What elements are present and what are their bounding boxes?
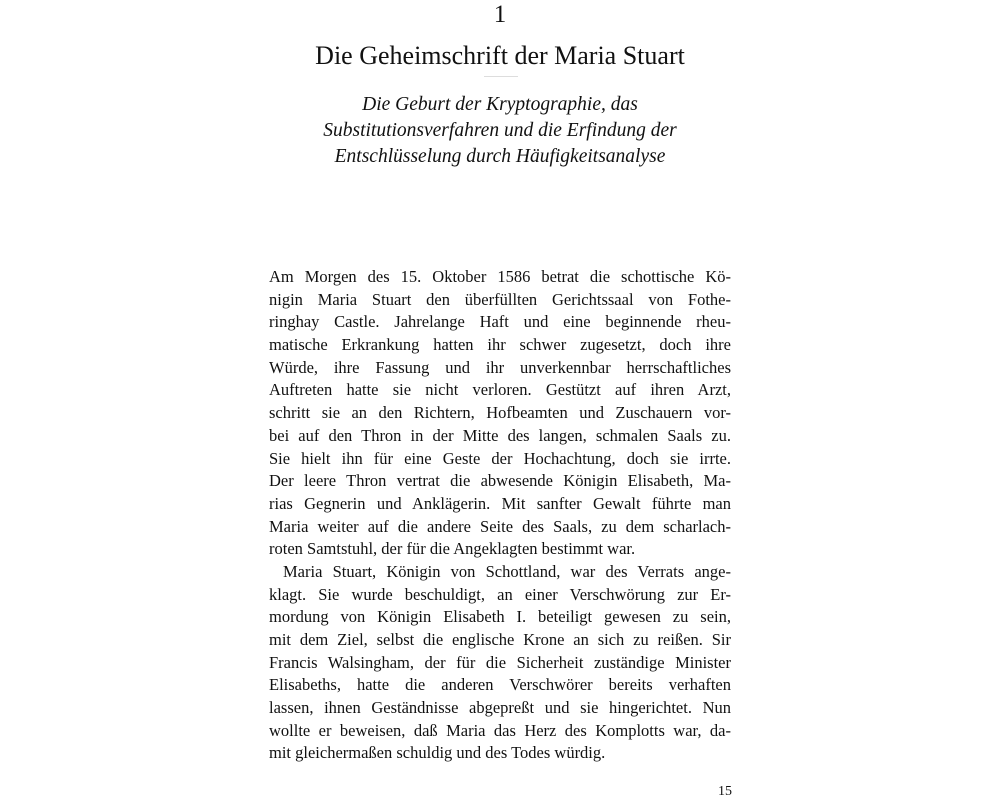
text-line: bei auf den Thron in der Mitte des langen, schmalen Saals zu. — [269, 425, 731, 445]
subtitle-line: Die Geburt der Kryptographie, das — [362, 94, 638, 115]
text-line: mit dem Ziel, selbst die englische Krone an sich zu reißen. Sir — [269, 630, 731, 649]
text-line: Auftreten hatte sie nicht verloren. Gestützt auf ihren Arzt, — [269, 380, 731, 400]
paragraph — [269, 266, 731, 561]
body-text — [269, 266, 731, 765]
text-line: Am Morgen des 15. Oktober 1586 betrat die schottische Kö- — [269, 267, 731, 286]
paragraph — [269, 561, 731, 765]
chapter-number: 1 — [493, 1, 507, 28]
text-line: wollte er beweisen, daß Maria das Herz des Komplotts war, da- — [269, 720, 731, 740]
text-line: schritt sie an den Richtern, Hofbeamten und Zuschauern vor- — [269, 403, 731, 423]
text-line: ringhay Castle. Jahrelange Haft und eine beginnende rheu- — [269, 312, 731, 332]
text-line: rias Gegnerin und Anklägerin. Mit sanfter Gewalt führte man — [269, 493, 731, 513]
text-line: lassen, ihnen Geständnisse abgepreßt und sie hingerichtet. Nun — [269, 698, 731, 718]
text-line: Maria Stuart, Königin von Schottland, war des Verrats ange- — [283, 561, 731, 581]
text-line: Würde, ihre Fassung und ihr unverkennbar herrschaftliches — [269, 357, 731, 377]
chapter-title: Die Geheimschrift der Maria Stuart — [315, 41, 685, 70]
text-line: Der leere Thron vertrat die abwesende Königin Elisabeth, Ma- — [269, 471, 731, 491]
chapter-subtitle — [0, 92, 1000, 170]
text-line: mit gleichermaßen schuldig und des Todes würdig. — [269, 743, 606, 763]
text-line: matische Erkrankung hatten ihr schwer zugesetzt, doch ihre — [269, 335, 731, 355]
text-line: Francis Walsingham, der für die Sicherheit zuständige Minister — [269, 652, 731, 672]
text-line: roten Samtstuhl, der für die Angeklagten bestimmt war. — [269, 539, 636, 559]
text-line: Elisabeths, hatte die anderen Verschwörer bereits verhaften — [269, 675, 731, 695]
title-rule — [484, 76, 518, 77]
text-line: Maria weiter auf die andere Seite des Saals, zu dem scharlach- — [269, 516, 731, 536]
subtitle-line: Substitutionsverfahren und die Erfindung der — [323, 120, 677, 141]
text-line: Sie hielt ihn für eine Geste der Hochachtung, doch sie irrte. — [269, 448, 731, 468]
text-line: nigin Maria Stuart den überfüllten Gerichtssaal von Fothe- — [269, 289, 731, 309]
text-line: klagt. Sie wurde beschuldigt, an einer Verschwörung zur Er- — [269, 584, 731, 604]
text-line: mordung von Königin Elisabeth I. beteiligt gewesen zu sein, — [269, 607, 731, 627]
subtitle-line: Entschlüsselung durch Häufigkeitsanalyse — [334, 146, 666, 167]
page-number: 15 — [718, 784, 732, 799]
